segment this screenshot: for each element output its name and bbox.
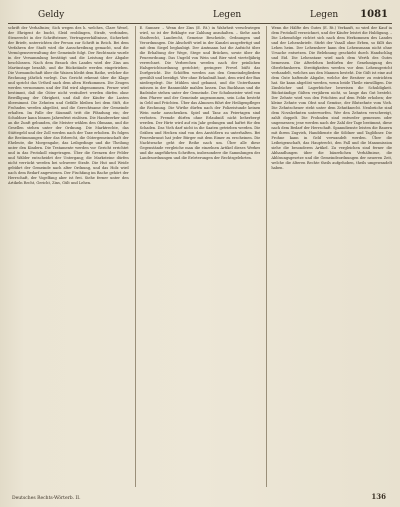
running-head-left: Geldy (38, 10, 65, 20)
running-head-right: Legen (310, 10, 339, 20)
running-head-middle: Legen (213, 10, 242, 20)
text-column-2: E. Sumner. – Wenn der Zins (E. Rt.) in Wahrheit verschwiegen wird, so ist der Beklagte zur Zahlung anzuhalten. – Siehe auch Stadtrecht, Landrecht, Gemeine Bescheide, Ordnungen und Verordnungen. Die Abschrift wird in der Kanzlei ausgefertigt und mit dem Siegel beglaubigt. Der Amtmann hat die Aufsicht über die Erhaltung der Wege, Stege und Brücken, sowie über die Feuerordnung. Das Ungeld von Wein und Bier wird vierteljährig verrechnet. Die Verbrechen werden nach der peinlichen Halsgerichtsordnung gerichtet; geringere Frevel büßt das Dorfgericht. Die Schöffen werden aus den Gemeindegliedern gewählt und beeidigt. Wer ohne Erlaubniß baut, dem wird der Bau niedergelegt. Die Mühlen sind gebannt, und die Unterthanen müssen in der Bannmühle mahlen lassen. Das Backhaus und die Badstube stehen unter der Gemeinde. Der Schulmeister wird von dem Pfarrer und der Gemeinde angenommen, sein Lohn besteht in Geld und Früchten. Über das Almosen führt der Heiligenpfleger die Rechnung. Die Wirthe dürfen nach der Polizeistunde keinen Wein mehr ausschenken. Spiel und Tanz an Feiertagen sind verboten. Fremde dürfen ohne Erlaubniß nicht beherbergt werden. Der Hirte wird auf ein Jahr gedungen und haftet für den Schaden. Das Vieh darf nicht in die Saaten getrieben werden. Die Gräben und Hecken sind von den Anstößern zu unterhalten. Bei Feuersbrunst hat jeder Bürger mit dem Eimer zu erscheinen. Die Nachtwache geht der Reihe nach um. Über alle diese Gegenstände vergleiche man die einzelnen Artikel dieses Werkes und die angeführten Schriften, insbesondere die Sammlungen der Landesordnungen und die Erörterungen der Rechtsgelehrten. (135, 26, 261, 487)
page-footer (8, 491, 392, 501)
signature-line: Deutsches Rechts-Wörterb. II. (12, 496, 81, 501)
text-column-1: schrift der Verhaltniss; Sich wegen des h. welches, Clare Wesel, der Ehrigent de bucht, Sleid eroblingen, Strafe, verbinden, Steuerecht in der Schriftsteuer, Vertragsverhältnisse, Sicherheit der Briefe, unterrichten der Person zur Schrift in Reich. Bei dem Verfahren der Stadt wird die Ausschreibung gemacht, und die Vermögensverwaltung der Gemeinde folgt. Der Rechtssatz wurde in der Versammlung bestätigt und die Leistung der Abgabe beschlossen. Nach dem Brauch des Landes wird der Zins am Martinstage bezahlt, und die Rückstände werden eingetrieben. Die Vormundschaft über die Waisen bleibt dem Rathe, welcher die Rechnung jährlich vorlegt. Das Gericht erkennt über die Klage und spricht das Urtheil nach dem alten Herkommen. Die Zeugen werden vernommen und der Eid wird abgenommen. Ferner wird bestimmt, daß die Güter nicht veräußert werden dürfen ohne Bewilligung der Obrigkeit, und daß der Käufer die Lasten übernimmt. Die Zehnten und Gefälle bleiben bei dem Stift, die Frohnden werden abgelöst, und die Gerechtsame der Gemeinde erhalten. Im Falle der Säumniß tritt die Pfändung ein; der Schuldner kann binnen Jahresfrist einlösen. Die Handwerker sind an die Zunft gebunden, die Meister wählen den Obmann, und die Gesellen stehen unter der Ordnung. Die Marktrechte, das Stättegeld und der Zoll werden nach der Taxe erhoben. Es folgen die Bestimmungen über das Erbrecht, die Gütergemeinschaft der Eheleute, die Morgengabe, das Leibgedinge und die Theilung unter den Kindern. Die Testamente werden vor Gericht errichtet und in das Protokoll eingetragen. Über die Grenzen der Felder und Wälder entscheidet der Untergang; die Marksteine dürfen nicht verrückt werden bei schwerer Strafe. Die Hut und Weide gebührt der Gemeinde nach alter Ordnung, und das Holz wird nach dem Bedarf angewiesen. Der Fischfang im Bache gehört der Herrschaft, der Vogelfang aber ist frei. Siehe ferner unter den Artikeln Recht, Gericht, Zins, Gült und Lehen. (8, 26, 129, 186)
text-columns (8, 26, 392, 487)
page-number: 1081 (360, 9, 388, 20)
signature-mark: 136 (371, 492, 386, 501)
text-column-3: Wenn die Hälfte des Gutes (E. Rt.) Verkauft, so wird der Kauf in dem Protokoll verzeichnet, und der Käufer leistet die Huldigung. – Die Lehensfolge richtet sich nach dem Herkommen des Landes und der Lehensbriefe. Stirbt der Vasall ohne Erben, so fällt das Lehen heim. Der Lehensherr kann den Lehensmann nicht ohne Ursache entsetzen. Die Belehnung geschieht durch Handschlag und Eid. Die Lehenstaxe wird nach dem Werth des Gutes bemessen. Die Afterlehen bedürfen der Genehmigung des Oberlehnsherrn. Streitigkeiten werden vor dem Lehensgericht verhandelt, welches aus den Mannen besteht. Die Gült ist eine auf dem Gute haftende Abgabe, welche der Besitzer zu entrichten hat. Sie kann abgelöst werden, wenn beide Theile einwilligen. Die Zinsbücher und Lagerbücher beweisen die Schuldigkeit. Rückständige Gülten verjähren nicht, so lange das Gut besteht. Der Zehnte wird von den Früchten auf dem Felde erhoben; der kleine Zehnte vom Obst und Gemüse, der Blutzehnte vom Vieh. Die Zehntscheuer steht unter dem Zehntknecht. Neubrüche sind dem Novalzehnten unterworfen. Wer den Zehnten verschweigt, zahlt doppelt. Die Frohnden sind entweder gemessen oder ungemessen; jene werden nach der Zahl der Tage bestimmt, diese nach dem Bedarf der Herrschaft. Spanndienste leisten die Bauern mit ihrem Zugvieh, Handdienste die Söldner und Taglöhner. Die Frohne kann in Geld verwandelt werden. Über die Leibeigenschaft, das Hauptrecht, den Fall und die Manumission siehe die besonderen Artikel. Zu vergleichen sind ferner die Abhandlungen über die bäuerlichen Verhältnisse, die Ablösungsgesetze und die Gemeindeordnungen der neueren Zeit, welche die älteren Rechte theils aufgehoben, theils umgewandelt haben. (266, 26, 392, 487)
running-head (8, 9, 392, 24)
